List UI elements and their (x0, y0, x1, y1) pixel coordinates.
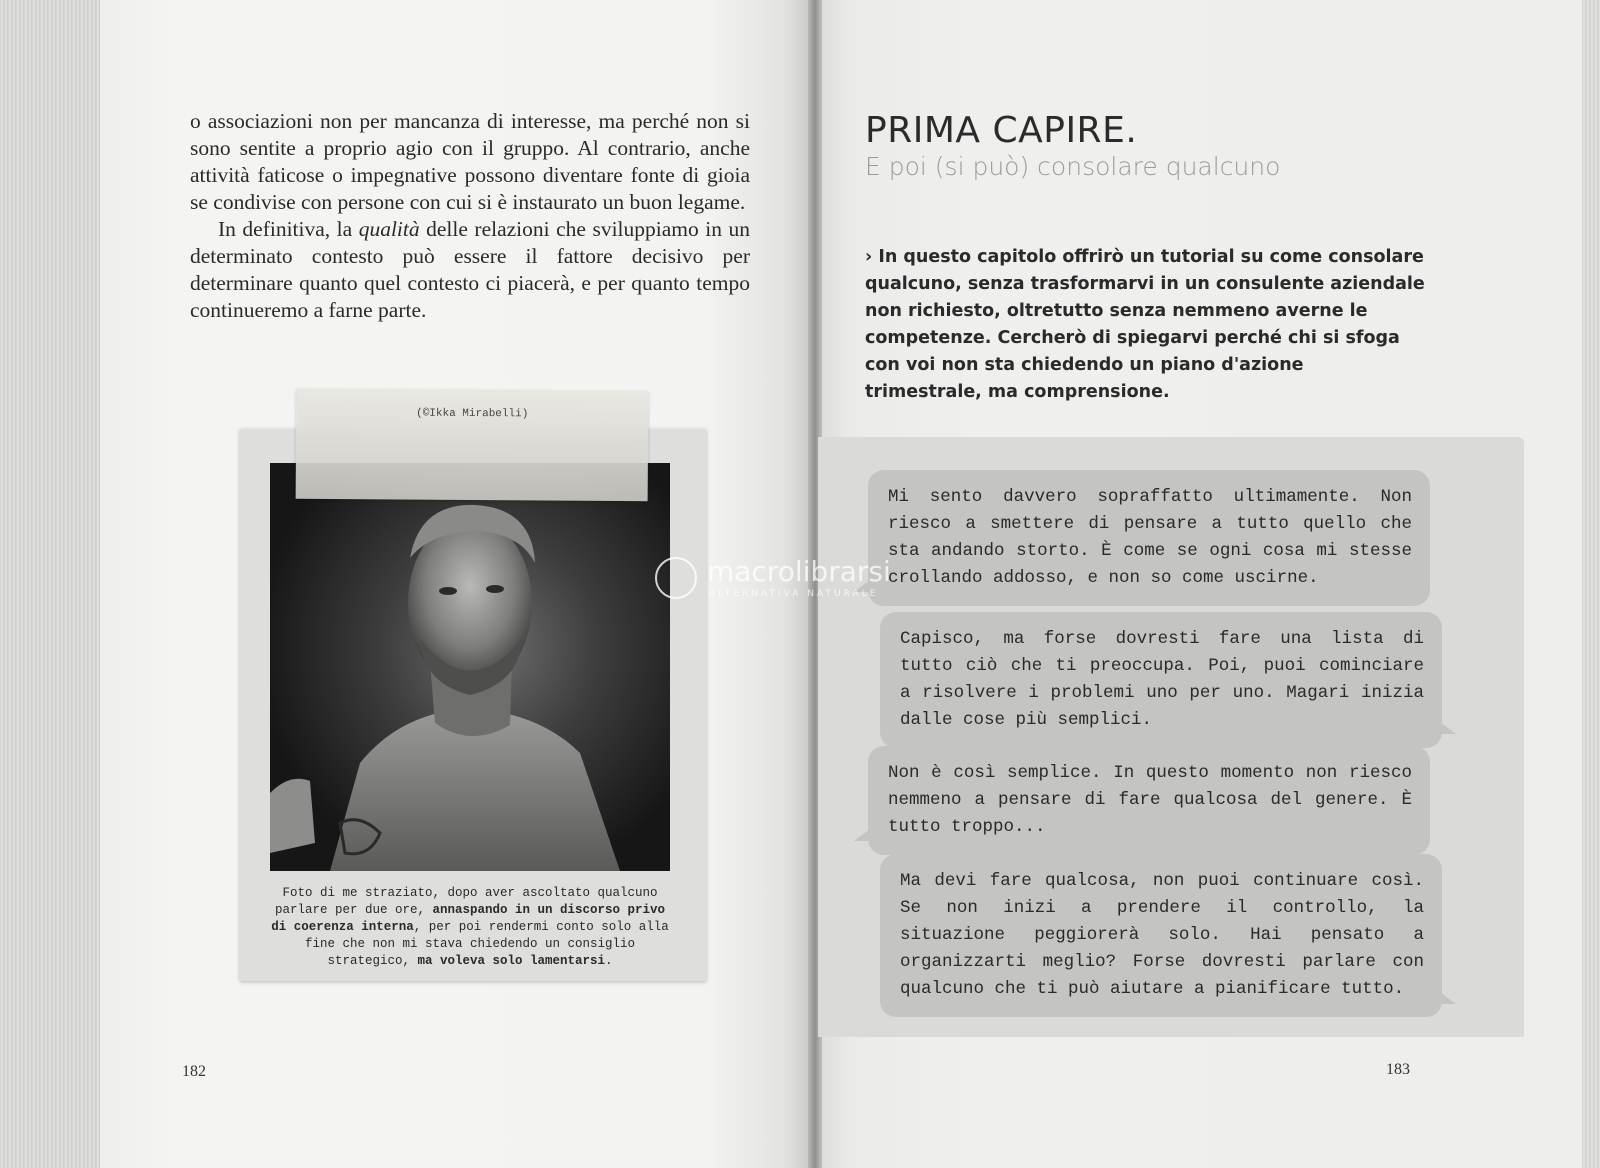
chat-bubble-right: Capisco, ma forse dovresti fare una lista di tutto ciò che ti preoccupa. Poi, puoi cominciare a risolvere i problemi uno per uno. Magari inizia dalle cose più semplici. (880, 612, 1442, 748)
watermark-name: macrolibrarsi (707, 555, 891, 588)
paragraph-1: o associazioni non per mancanza di interesse, ma perché non si sono sentite a proprio agio con il gruppo. Al contrario, anche attività faticose o impegnative possono diventare fonte di gioia se condivise con persone con cui si è instaurato un buon legame. (190, 109, 750, 214)
photo-credit: (©Ikka Mirabelli) (416, 407, 529, 421)
portrait-illustration (270, 463, 670, 871)
watermark-tagline: ALTERNATIVA NATURALE (709, 589, 879, 599)
page-edges-left (0, 0, 100, 1168)
page-number-left: 182 (182, 1063, 206, 1080)
photo-card (240, 429, 706, 981)
page-number-right: 183 (1386, 1061, 1410, 1078)
bubble-tail-icon (1440, 722, 1456, 734)
bubble-tail-icon (1440, 992, 1456, 1004)
chapter-intro (865, 244, 1425, 406)
left-body-text (190, 108, 750, 324)
portrait-photo (270, 463, 670, 871)
leaf-logo-icon (655, 557, 697, 599)
chapter-subtitle: E poi (si può) consolare qualcuno (865, 152, 1281, 181)
page-edges-right (1582, 0, 1600, 1168)
photo-caption: Foto di me straziato, dopo aver ascoltato qualcuno parlare per due ore, annaspando in un discorso privo di coerenza interna, per poi rendermi conto solo alla fine che non mi stava chiedendo un consiglio strategico, ma voleva solo lamentarsi. (271, 886, 669, 968)
bubble-tail-icon (854, 829, 870, 841)
chat-bubble-left: Non è così semplice. In questo momento non riesco nemmeno a pensare di fare qualcosa del genere. È tutto troppo... (868, 746, 1430, 855)
paragraph-2: In definitiva, la qualità delle relazioni che sviluppiamo in un determinato contesto può essere il fattore decisivo per determinare quanto quel contesto ci piacerà, e per quanto tempo continueremo a farne parte. (190, 217, 750, 322)
watermark (655, 555, 955, 605)
chevron-right-icon: › (865, 247, 873, 267)
chapter-title: PRIMA CAPIRE. (865, 110, 1138, 151)
intro-text: In questo capitolo offrirò un tutorial su come consolare qualcuno, senza trasformarvi in un consulente aziendale non richiesto, oltretutto senza nemmeno averne le competenze. Cercherò di spiegarvi perché chi si sfoga con voi non sta chiedendo un piano d'azione trimestrale, ma comprensione. (865, 247, 1425, 402)
chat-bubble-right: Ma devi fare qualcosa, non puoi continuare così. Se non inizi a prendere il controllo, la situazione peggiorerà solo. Hai pensato a organizzarti meglio? Forse dovresti parlare con qualcuno che ti può aiutare a pianificare tutto. (880, 854, 1442, 1017)
tape-strip (296, 389, 649, 501)
chat-bubble-left: Mi sento davvero sopraffatto ultimamente. Non riesco a smettere di pensare a tutto quello che sta andando storto. È come se ogni cosa mi stesse crollando addosso, e non so come uscirne. (868, 470, 1430, 606)
